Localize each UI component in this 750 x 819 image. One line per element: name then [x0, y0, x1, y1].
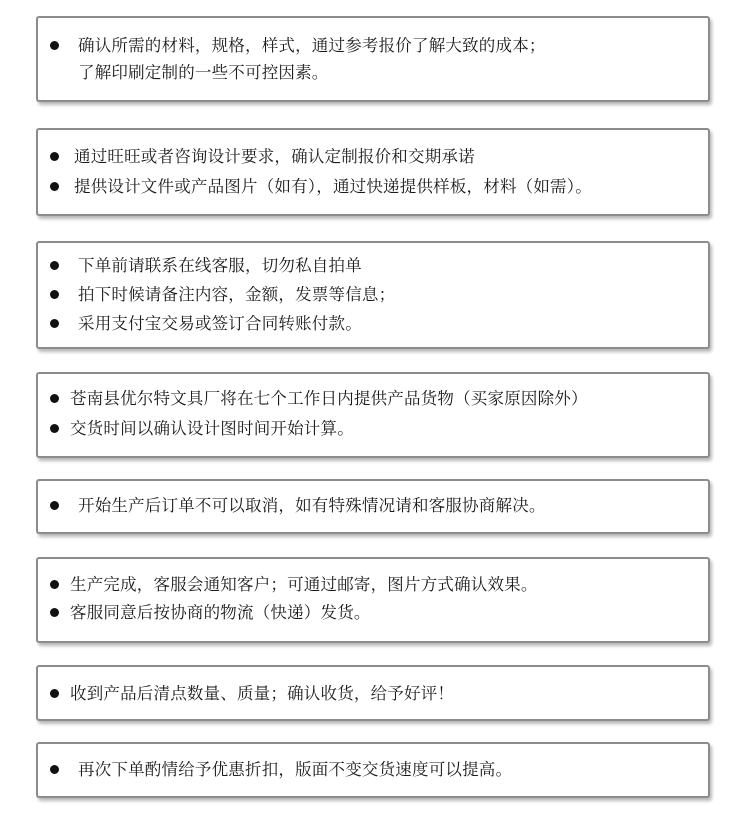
list-item: [48, 493, 700, 519]
bullet-icon: [50, 689, 59, 698]
list-item-text: 通过旺旺或者咨询设计要求，确认定制报价和交期承诺: [74, 147, 475, 166]
list-item: [48, 311, 700, 337]
bullet-icon: [50, 319, 59, 328]
list-item-text: 采用支付宝交易或签订合同转账付款。: [78, 314, 362, 333]
list-item: [48, 253, 700, 279]
list-item: [48, 386, 700, 412]
step-box-repeat-order: [36, 742, 710, 798]
bullet-icon: [50, 424, 59, 433]
list-item-text: 再次下单酌情给予优惠折扣，版面不变交货速度可以提高。: [78, 760, 513, 779]
list-item: [48, 757, 700, 783]
list-item: [48, 572, 700, 598]
list-item: [48, 174, 700, 200]
list-item-continuation: [48, 60, 700, 86]
bullet-icon: [50, 501, 59, 510]
list-item-text: 下单前请联系在线客服，切勿私自拍单: [78, 256, 362, 275]
list-item: [48, 144, 700, 170]
list-item-text: 交货时间以确认设计图时间开始计算。: [70, 419, 354, 438]
bullet-icon: [50, 182, 59, 191]
step-box-place-order: [36, 241, 710, 349]
bullet-icon: [50, 608, 59, 617]
list-item-text: 开始生产后订单不可以取消，如有特殊情况请和客服协商解决。: [78, 496, 546, 515]
list-item: [48, 600, 700, 626]
step-box-delivery-time: [36, 372, 710, 458]
list-item-text: 收到产品后清点数量、质量；确认收货，给予好评！: [70, 684, 455, 703]
list-item: [48, 33, 700, 59]
bullet-icon: [50, 261, 59, 270]
step-box-production-complete: [36, 557, 710, 643]
step-box-receive-goods: [36, 665, 710, 721]
bullet-icon: [50, 765, 59, 774]
step-box-design-requirements: [36, 128, 710, 216]
bullet-icon: [50, 152, 59, 161]
bullet-icon: [50, 394, 59, 403]
list-item-text: 生产完成，客服会通知客户；可通过邮寄，图片方式确认效果。: [70, 575, 538, 594]
list-item: [48, 681, 700, 707]
step-box-consult-pricing: [36, 16, 710, 102]
list-item-text: 确认所需的材料，规格，样式，通过参考报价了解大致的成本；: [78, 36, 546, 55]
bullet-icon: [50, 41, 59, 50]
list-item-text: 客服同意后按协商的物流（快递）发货。: [70, 603, 371, 622]
list-item: [48, 416, 700, 442]
list-item-text: 苍南县优尔特文具厂将在七个工作日内提供产品货物（买家原因除外）: [70, 389, 588, 408]
list-item: [48, 282, 700, 308]
list-item-text: 了解印刷定制的一些不可控因素。: [78, 63, 329, 82]
bullet-icon: [50, 580, 59, 589]
bullet-icon: [50, 290, 59, 299]
step-box-production-start: [36, 479, 710, 534]
list-item-text: 拍下时候请备注内容，金额，发票等信息；: [78, 285, 396, 304]
list-item-text: 提供设计文件或产品图片（如有），通过快递提供样板，材料（如需）。: [74, 177, 592, 196]
